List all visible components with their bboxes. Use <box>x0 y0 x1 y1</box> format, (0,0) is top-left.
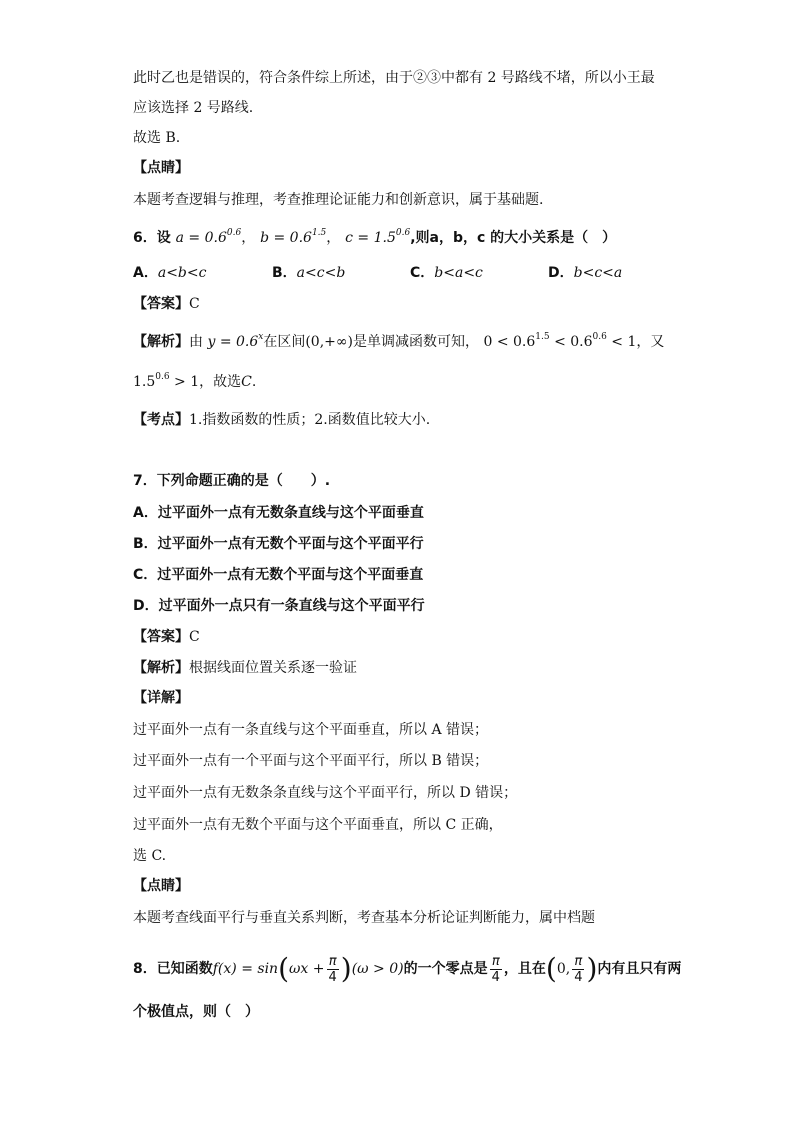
kaodian-row: 【考点】1.指数函数的性质；2.函数值比较大小. <box>133 412 431 428</box>
detail-line: 过平面外一点有一个平面与这个平面平行，所以 B 错误； <box>133 753 489 769</box>
detail-line: 过平面外一点有一条直线与这个平面垂直，所以 A 错误； <box>133 722 489 738</box>
detail-line: 过平面外一点有无数条条直线与这个平面平行，所以 D 错误； <box>133 785 518 801</box>
question-6-stem: 6．设 $a = 0.6^{0.6}$， $b = 0.6^{1.5}$， $c = 1.5^{0.6}$,则a，b，c 的大小关系是（ ） <box>133 228 617 246</box>
fraction-pi-4: $\frac{\pi}{4}$ <box>328 953 337 985</box>
option-c: C．b<a<c <box>410 265 483 281</box>
analysis-row: 【解析】根据线面位置关系逐一验证 <box>133 660 357 676</box>
question-8-line2: 个极值点，则（ ） <box>133 1004 259 1020</box>
question-number: 8．已知函数 <box>133 961 213 977</box>
detail-line: 过平面外一点有无数个平面与这个平面垂直，所以 C 正确， <box>133 817 503 833</box>
question-number: 6．设 <box>133 230 171 246</box>
dianjing-text: 本题考查逻辑与推理，考查推理论证能力和创新意识，属于基础题. <box>133 192 544 208</box>
section-tag-dianjing: 【点睛】 <box>133 878 189 894</box>
fraction-pi-4: $\frac{\pi}{4}$ <box>491 953 500 985</box>
section-tag-dianjing: 【点睛】 <box>133 160 189 176</box>
option-c: C．过平面外一点有无数个平面与这个平面垂直 <box>133 567 424 583</box>
question-tail: ,则a，b，c 的大小关系是（ ） <box>410 230 617 246</box>
dianjing-text: 本题考查线面平行与垂直关系判断，考查基本分析论证判断能力，属中档题 <box>133 910 595 926</box>
option-d: D．过平面外一点只有一条直线与这个平面平行 <box>133 598 425 614</box>
question-7-stem: 7．下列命题正确的是（ ）. <box>133 473 331 489</box>
option-d: D．b<c<a <box>548 265 623 281</box>
option-b: B．a<c<b <box>272 265 346 281</box>
section-tag-detail: 【详解】 <box>133 690 189 706</box>
answer-row: 【答案】C <box>133 629 200 645</box>
question-8-stem: 8．已知函数f(x) = sin(ωx + $\frac{\pi}{4}$ )(ω > 0)的一个零点是 $\frac{\pi}{4}$ ，且在(0, $\frac{\pi}{4}$ )内有且只有两 <box>133 952 682 985</box>
analysis-row-2: $1.5^{0.6} > 1$，故选C. <box>133 372 257 390</box>
answer-row: 【答案】C <box>133 296 200 312</box>
paragraph-line: 应该选择 2 号路线. <box>133 100 254 116</box>
math-fx: f(x) = sin <box>212 961 279 977</box>
option-b: B．过平面外一点有无数个平面与这个平面平行 <box>133 536 424 552</box>
option-a: A．过平面外一点有无数条直线与这个平面垂直 <box>133 505 424 521</box>
math-c: $c = 1.5^{0.6}$ <box>345 228 411 246</box>
paragraph-line: 此时乙也是错误的，符合条件综上所述，由于②③中都有 2 号路线不堵，所以小王最 <box>133 70 655 86</box>
math-a: $a = 0.6^{0.6}$ <box>175 228 242 246</box>
math-b: $b = 0.6^{1.5}$ <box>260 228 327 246</box>
analysis-row: 【解析】由 $y = 0.6^x$在区间(0,+∞)是单调减函数可知， $0 < 0.6^{1.5} < 0.6^{0.6} < 1$，又 <box>133 332 665 350</box>
answer-line: 故选 B. <box>133 130 181 146</box>
detail-line: 选 C. <box>133 848 167 864</box>
option-a: A．a<b<c <box>133 265 207 281</box>
fraction-pi-4: $\frac{\pi}{4}$ <box>574 953 583 985</box>
